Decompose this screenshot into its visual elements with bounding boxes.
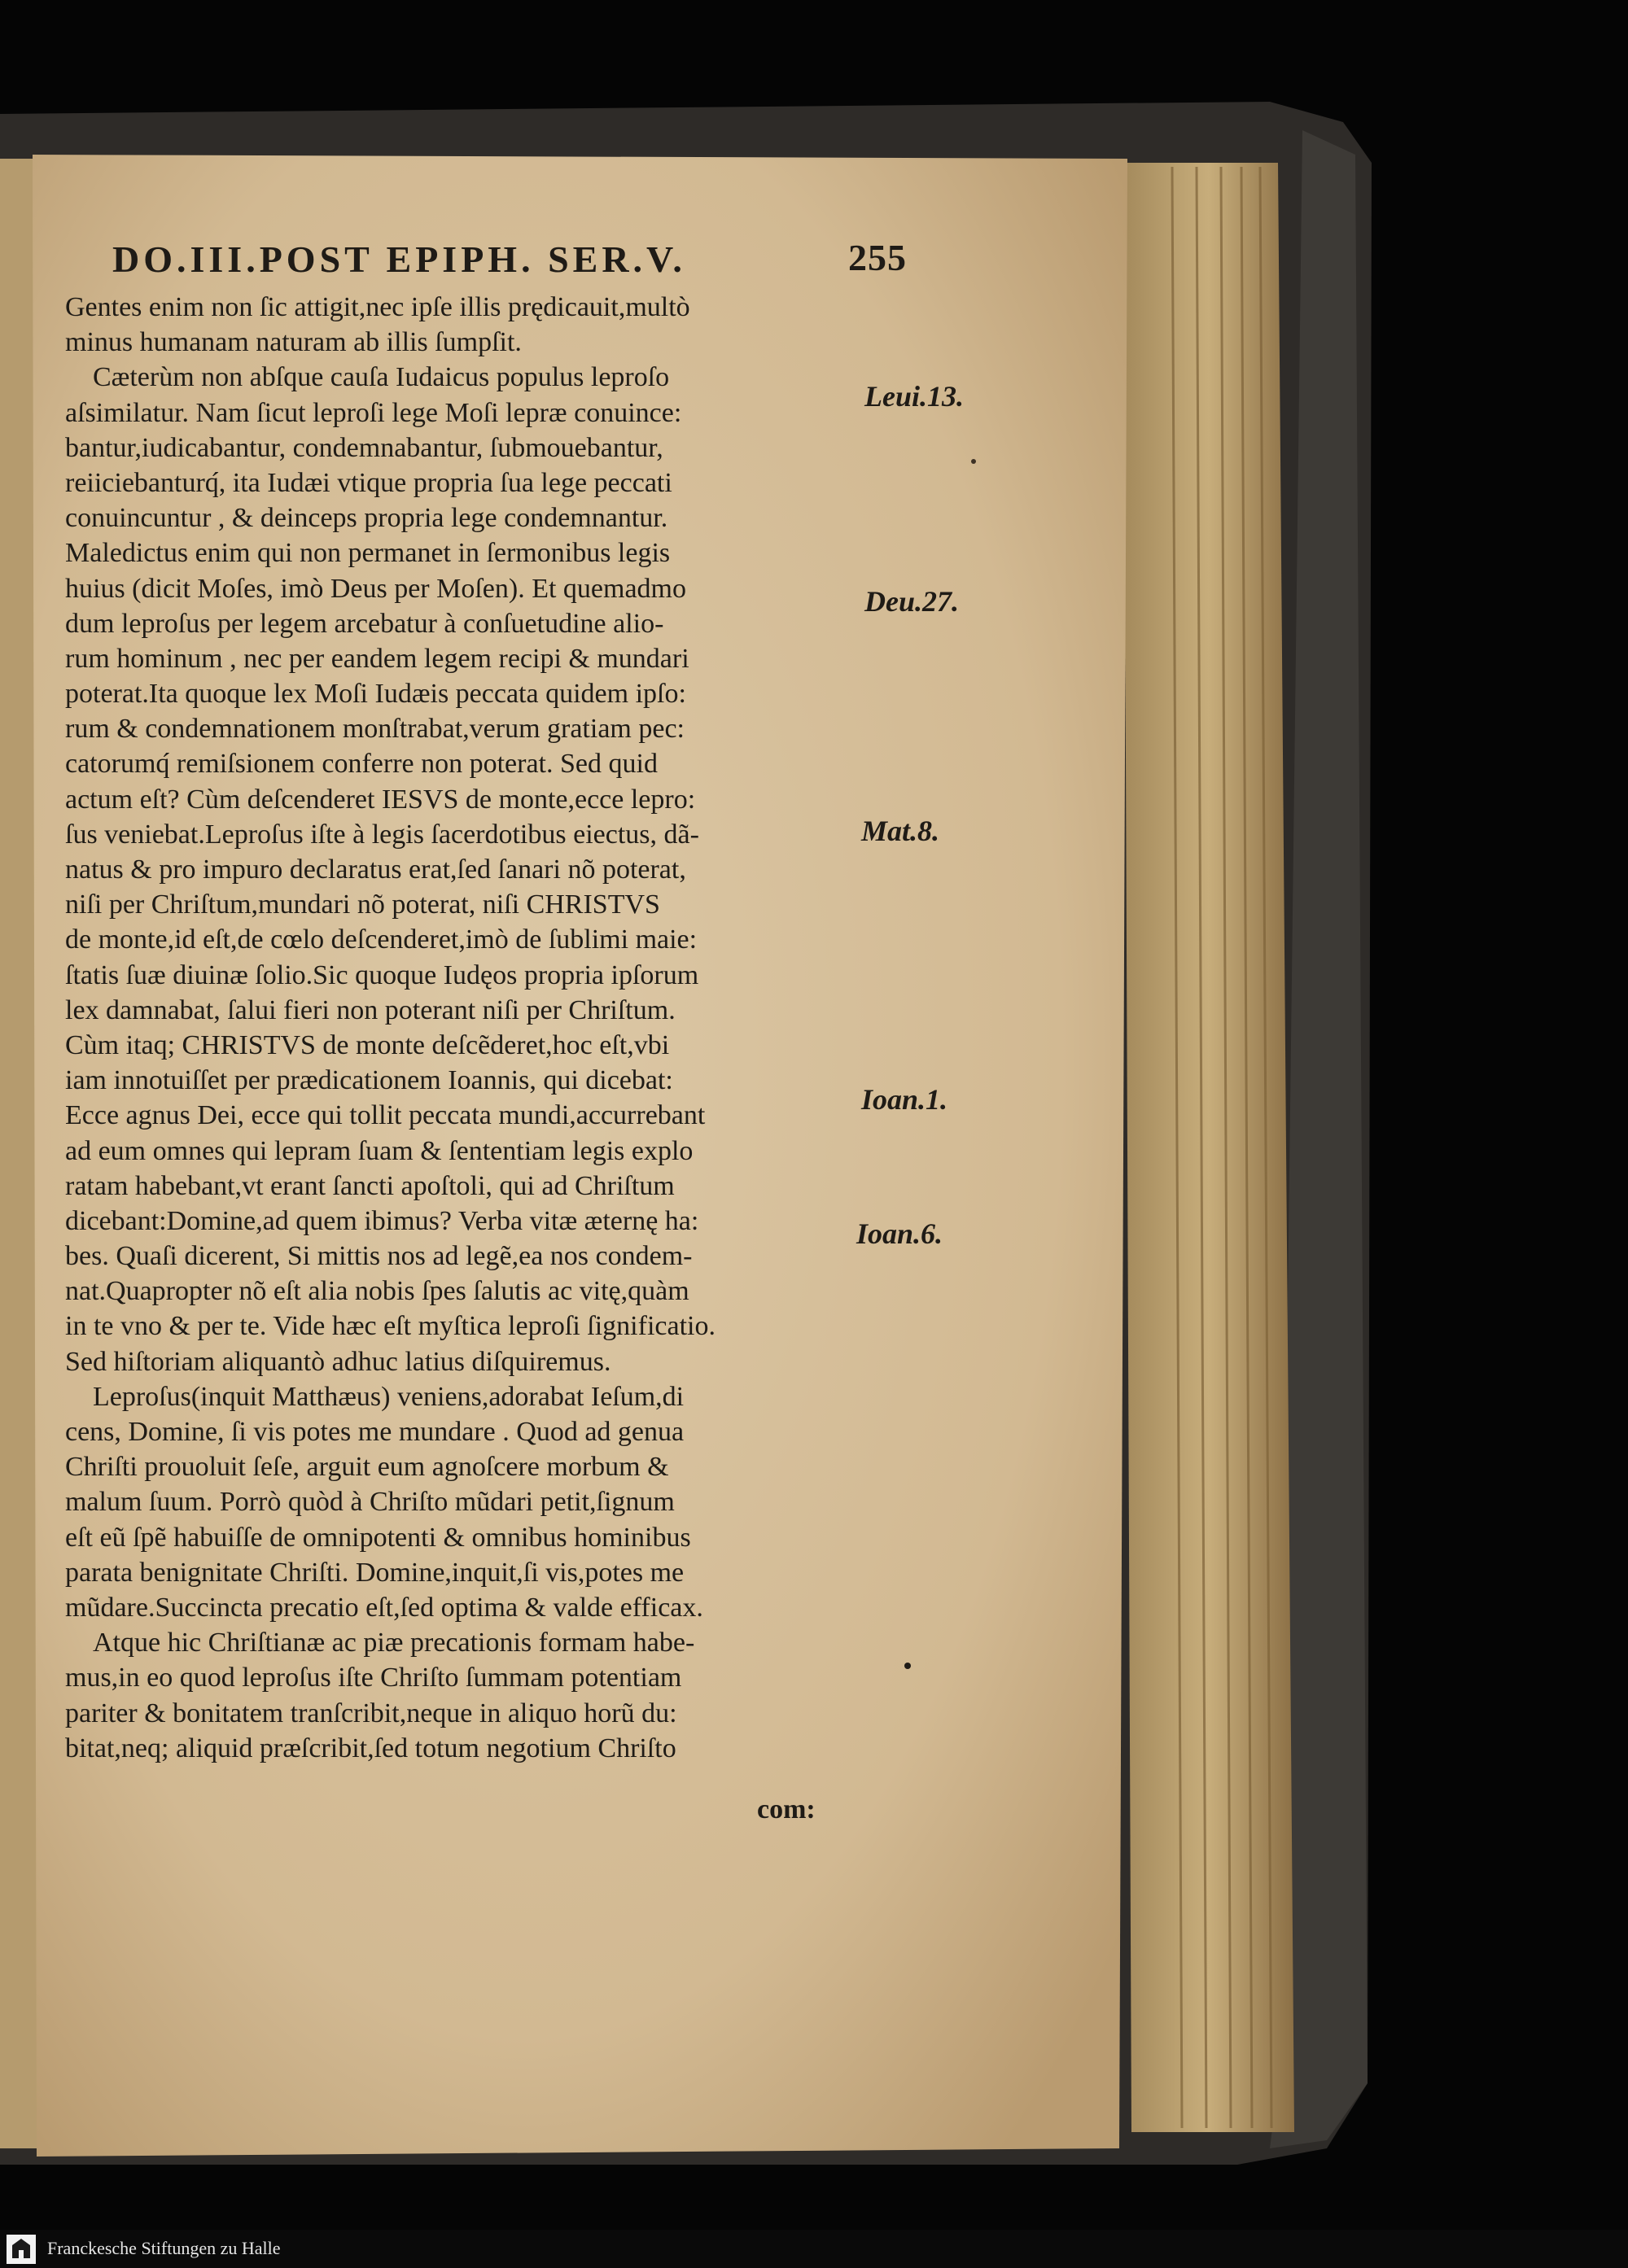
footer-label: Franckesche Stiftungen zu Halle [47,2238,281,2258]
text-line: niſi per Chriſtum,mundari nõ poterat, niſi CHRISTVS [65,889,660,920]
catchword: com: [757,1794,816,1824]
text-line: de monte,id eſt,de cœlo deſcenderet,imò de ſublimi maie: [65,924,698,955]
text-line: minus humanam naturam ab illis ſumpſit. [65,327,522,358]
text-line: pariter & bonitatem tranſcribit,neque in aliquo horũ du: [65,1698,677,1728]
text-line: Atque hic Chriſtianæ ac piæ precationis formam habe- [93,1628,695,1658]
text-line: conuincuntur , & deinceps propria lege condemnantur. [65,503,668,534]
text-line: malum ſuum. Porrò quòd à Chriſto mũdari petit,ſignum [65,1487,675,1518]
running-head: DO.III.POST EPIPH. SER.V. [112,238,686,280]
footer-bar [0,2230,1628,2268]
text-line: eſt eũ ſpẽ habuiſſe de omnipotenti & omnibus hominibus [65,1522,691,1553]
text-line: Leproſus(inquit Matthæus) veniens,adorabat Ieſum,di [93,1381,685,1412]
marginal-reference: Ioan.6. [856,1217,943,1250]
text-line: ſtatis ſuæ diuinæ ſolio.Sic quoque Iudęos propria ipſorum [65,959,699,990]
text-line: cens, Domine, ſi vis potes me mundare . Quod ad genua [65,1417,685,1447]
text-line: reiiciebanturq́, ita Iudæi vtique propria ſua lege peccati [65,467,672,498]
text-line: bitat,neq; aliquid præſcribit,ſed totum negotium Chriſto [65,1733,676,1763]
text-line: bes. Quaſi dicerent, Si mittis nos ad legẽ,ea nos condem- [65,1241,693,1272]
text-line: actum eſt? Cùm deſcenderet IESVS de monte,ecce lepro: [65,784,696,815]
text-line: parata benignitate Chriſti. Domine,inquit,ſi vis,potes me [65,1557,685,1588]
text-line: dicebant:Domine,ad quem ibimus? Verba vitæ æternę ha: [65,1205,699,1236]
text-line: nat.Quapropter nõ eſt alia nobis ſpes ſalutis ac vitę,quàm [65,1276,689,1307]
text-line: rum hominum , nec per eandem legem recipi & mundari [65,643,689,674]
text-line: Sed hiſtoriam aliquantò adhuc latius diſquiremus. [65,1346,611,1377]
text-line: Cùm itaq; CHRISTVS de monte deſcẽderet,hoc eſt,vbi [65,1029,670,1060]
text-line: rum & condemnationem monſtrabat,verum gratiam pec: [65,714,685,745]
text-line: iam innotuiſſet per prædicationem Ioannis, qui dicebat: [65,1065,673,1096]
text-line: bantur,iudicabantur, condemnabantur, ſubmouebantur, [65,432,663,463]
text-line: ratam habebant,vt erant ſancti apoſtoli, qui ad Chriſtum [65,1170,675,1201]
text-line: Cæterùm non abſque cauſa Iudaicus populus leproſo [93,362,670,393]
text-line: mũdare.Succincta precatio eſt,ſed optima & valde efficax. [65,1592,703,1623]
marginal-reference: Leui.13. [864,380,964,413]
body-text [65,290,847,1766]
text-line: Ecce agnus Dei, ecce qui tollit peccata mundi,accurrebant [65,1100,706,1131]
marginal-reference: Mat.8. [861,815,940,847]
text-line: dum leproſus per legem arcebatur à conſuetudine alio- [65,608,664,639]
page-header [65,237,907,290]
text-line: Maledictus enim qui non permanet in ſermonibus legis [65,538,671,569]
institution-logo-icon [7,2235,36,2264]
text-line: aſsimilatur. Nam ſicut leproſi lege Moſi lepræ conuince: [65,397,682,428]
text-line: lex damnabat, ſalui fieri non poterant niſi per Chriſtum. [65,994,676,1025]
text-line: catorumq́ remiſsionem conferre non poterat. Sed quid [65,749,658,780]
marginal-reference: Ioan.1. [861,1083,948,1116]
text-line: natus & pro impuro declaratus erat,ſed ſanari nõ poterat, [65,854,686,885]
marginal-reference: Deu.27. [864,585,959,618]
text-line: in te vno & per te. Vide hæc eſt myſtica leproſi ſignificatio. [65,1311,716,1342]
text-line: poterat.Ita quoque lex Moſi Iudæis peccata quidem ipſo: [65,679,686,710]
text-line: Gentes enim non ſic attigit,nec ipſe illis prędicauit,multò [65,292,690,322]
text-line: Chriſti prouoluit ſeſe, arguit eum agnoſcere morbum & [65,1452,669,1483]
text-line: mus,in eo quod leproſus iſte Chriſto ſummam potentiam [65,1663,682,1693]
left-page-edge [0,159,37,2148]
text-line: ſus veniebat.Leproſus iſte à legis ſacerdotibus eiectus, dã- [65,819,699,850]
text-line: huius (dicit Moſes, imò Deus per Moſen). Et quemadmo [65,573,686,604]
text-line: ad eum omnes qui lepram ſuam & ſententiam legis explo [65,1135,694,1166]
page-number: 255 [848,237,907,278]
